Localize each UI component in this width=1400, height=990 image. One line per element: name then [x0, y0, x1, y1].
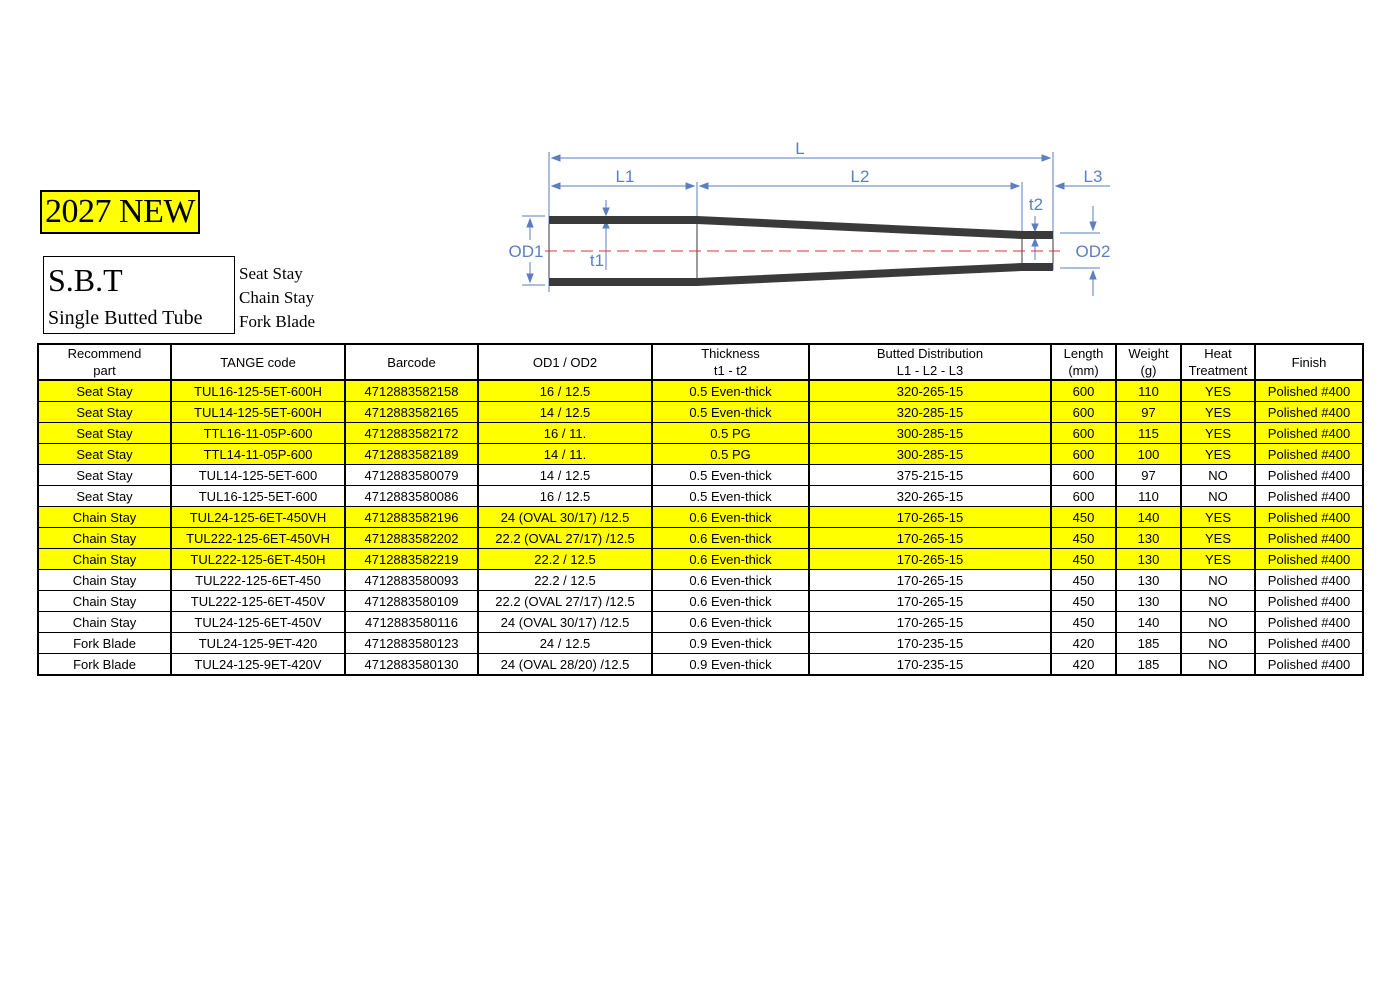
table-header-cell — [1051, 344, 1116, 380]
table-cell: 185 — [1116, 633, 1181, 654]
table-cell: 0.6 Even-thick — [652, 507, 809, 528]
table-cell: 320-265-15 — [809, 486, 1051, 507]
table-cell: 4712883582196 — [345, 507, 478, 528]
table-cell: 130 — [1116, 549, 1181, 570]
table-cell: NO — [1181, 591, 1255, 612]
table-cell: 420 — [1051, 633, 1116, 654]
table-cell: 4712883580116 — [345, 612, 478, 633]
table-cell: NO — [1181, 486, 1255, 507]
table-cell: TUL222-125-6ET-450V — [171, 591, 345, 612]
table-cell: YES — [1181, 528, 1255, 549]
table-cell: 600 — [1051, 465, 1116, 486]
table-row — [38, 654, 1363, 676]
table-header-cell — [478, 344, 652, 380]
table-cell: Polished #400 — [1255, 528, 1363, 549]
header-text: Recommend — [67, 346, 142, 361]
table-cell: 4712883582202 — [345, 528, 478, 549]
table-cell: Seat Stay — [38, 402, 171, 423]
header-text: Heat — [1204, 346, 1232, 361]
table-cell: Fork Blade — [38, 633, 171, 654]
table-cell: 320-285-15 — [809, 402, 1051, 423]
table-cell: 4712883580079 — [345, 465, 478, 486]
table-cell: Polished #400 — [1255, 423, 1363, 444]
table-cell: 22.2 / 12.5 — [478, 570, 652, 591]
table-cell: 14 / 11. — [478, 444, 652, 465]
table-row — [38, 591, 1363, 612]
table-cell: 170-235-15 — [809, 654, 1051, 676]
header-text: Weight — [1128, 346, 1169, 361]
table-cell: 170-265-15 — [809, 570, 1051, 591]
table-cell: 450 — [1051, 591, 1116, 612]
table-cell: 300-285-15 — [809, 423, 1051, 444]
table-cell: TTL16-11-05P-600 — [171, 423, 345, 444]
table-cell: 130 — [1116, 570, 1181, 591]
table-cell: 24 / 12.5 — [478, 633, 652, 654]
product-box — [43, 256, 235, 334]
table-cell: TUL16-125-5ET-600H — [171, 380, 345, 402]
header-text: Length — [1063, 346, 1104, 361]
table-header-cell — [345, 344, 478, 380]
table-cell: 4712883582172 — [345, 423, 478, 444]
table-cell: 130 — [1116, 528, 1181, 549]
table-cell: YES — [1181, 549, 1255, 570]
application-list — [239, 262, 315, 334]
table-cell: Chain Stay — [38, 591, 171, 612]
table-cell: 0.5 PG — [652, 444, 809, 465]
table-cell: 16 / 12.5 — [478, 486, 652, 507]
table-cell: 0.5 Even-thick — [652, 380, 809, 402]
label-od2: OD2 — [1075, 242, 1111, 261]
table-cell: Polished #400 — [1255, 507, 1363, 528]
product-title: S.B.T — [48, 262, 123, 298]
table-cell: 450 — [1051, 570, 1116, 591]
table-cell: 0.5 Even-thick — [652, 402, 809, 423]
table-row — [38, 633, 1363, 654]
table-cell: 22.2 / 12.5 — [478, 549, 652, 570]
table-cell: YES — [1181, 444, 1255, 465]
table-cell: 185 — [1116, 654, 1181, 676]
table-cell: 14 / 12.5 — [478, 402, 652, 423]
table-cell: YES — [1181, 380, 1255, 402]
header-text: TANGE code — [220, 354, 296, 370]
header-text: t1 - t2 — [713, 363, 748, 378]
label-l1: L1 — [615, 167, 635, 186]
table-cell: 600 — [1051, 444, 1116, 465]
header-text: (mm) — [1068, 363, 1099, 378]
table-cell: 97 — [1116, 402, 1181, 423]
table-cell: 320-265-15 — [809, 380, 1051, 402]
table-cell: TUL222-125-6ET-450VH — [171, 528, 345, 549]
label-t2: t2 — [1028, 195, 1044, 214]
table-row — [38, 528, 1363, 549]
table-cell: TUL24-125-9ET-420 — [171, 633, 345, 654]
table-cell: 4712883582219 — [345, 549, 478, 570]
header-text: OD1 / OD2 — [532, 354, 598, 370]
table-cell: 24 (OVAL 30/17) /12.5 — [478, 507, 652, 528]
table-cell: 4712883582158 — [345, 380, 478, 402]
table-cell: 600 — [1051, 380, 1116, 402]
table-cell: 600 — [1051, 423, 1116, 444]
table-header-cell — [38, 344, 171, 380]
table-cell: 4712883580130 — [345, 654, 478, 676]
table-cell: 24 (OVAL 28/20) /12.5 — [478, 654, 652, 676]
table-cell: NO — [1181, 465, 1255, 486]
table-row — [38, 444, 1363, 465]
table-cell: 130 — [1116, 591, 1181, 612]
table-cell: 170-235-15 — [809, 633, 1051, 654]
table-cell: 16 / 11. — [478, 423, 652, 444]
table-cell: Polished #400 — [1255, 465, 1363, 486]
header-text: L1 - L2 - L3 — [896, 363, 964, 378]
table-cell: Polished #400 — [1255, 380, 1363, 402]
table-cell: 0.6 Even-thick — [652, 570, 809, 591]
table-row — [38, 402, 1363, 423]
label-t1: t1 — [589, 251, 605, 270]
table-cell: 170-265-15 — [809, 528, 1051, 549]
table-cell: 140 — [1116, 507, 1181, 528]
table-cell: 450 — [1051, 507, 1116, 528]
label-l2: L2 — [850, 167, 870, 186]
table-header-cell — [1181, 344, 1255, 380]
table-cell: Polished #400 — [1255, 486, 1363, 507]
product-subtitle: Single Butted Tube — [48, 307, 203, 329]
table-cell: 450 — [1051, 549, 1116, 570]
table-cell: TUL14-125-5ET-600H — [171, 402, 345, 423]
table-cell: 0.6 Even-thick — [652, 612, 809, 633]
table-header-cell — [171, 344, 345, 380]
table-cell: Seat Stay — [38, 444, 171, 465]
table-cell: YES — [1181, 402, 1255, 423]
application-fork-blade: Fork Blade — [239, 312, 316, 331]
table-cell: 420 — [1051, 654, 1116, 676]
table-cell: 0.6 Even-thick — [652, 528, 809, 549]
table-cell: 4712883580123 — [345, 633, 478, 654]
table-cell: 600 — [1051, 486, 1116, 507]
table-cell: TUL16-125-5ET-600 — [171, 486, 345, 507]
table-cell: 0.5 Even-thick — [652, 465, 809, 486]
table-cell: TUL24-125-9ET-420V — [171, 654, 345, 676]
table-cell: 0.6 Even-thick — [652, 549, 809, 570]
tube-diagram — [500, 130, 1120, 305]
table-cell: 170-265-15 — [809, 591, 1051, 612]
header-text: Treatment — [1188, 363, 1248, 378]
table-cell: TUL222-125-6ET-450 — [171, 570, 345, 591]
table-cell: 170-265-15 — [809, 507, 1051, 528]
table-cell: NO — [1181, 570, 1255, 591]
table-cell: 4712883580086 — [345, 486, 478, 507]
table-row — [38, 486, 1363, 507]
header-text: Barcode — [387, 354, 436, 370]
table-cell: 375-215-15 — [809, 465, 1051, 486]
table-cell: 4712883580093 — [345, 570, 478, 591]
header-text: (g) — [1140, 363, 1157, 378]
table-row — [38, 380, 1363, 402]
table-cell: 115 — [1116, 423, 1181, 444]
table-cell: TTL14-11-05P-600 — [171, 444, 345, 465]
table-row — [38, 507, 1363, 528]
table-header-row — [38, 344, 1363, 380]
spec-table — [37, 343, 1364, 676]
table-cell: 140 — [1116, 612, 1181, 633]
table-header-cell — [1255, 344, 1363, 380]
header-text: Thickness — [701, 346, 760, 361]
table-row — [38, 570, 1363, 591]
table-cell: Chain Stay — [38, 549, 171, 570]
table-cell: 600 — [1051, 402, 1116, 423]
table-cell: 4712883582189 — [345, 444, 478, 465]
table-cell: Polished #400 — [1255, 654, 1363, 676]
table-cell: 170-265-15 — [809, 549, 1051, 570]
table-cell: 0.9 Even-thick — [652, 654, 809, 676]
new-badge: 2027 NEW — [40, 190, 200, 234]
table-cell: Polished #400 — [1255, 402, 1363, 423]
header-text: Butted Distribution — [876, 346, 984, 361]
header-text: part — [93, 363, 116, 378]
table-cell: 22.2 (OVAL 27/17) /12.5 — [478, 591, 652, 612]
table-cell: 24 (OVAL 30/17) /12.5 — [478, 612, 652, 633]
table-header-cell — [809, 344, 1051, 380]
table-cell: 16 / 12.5 — [478, 380, 652, 402]
table-cell: 170-265-15 — [809, 612, 1051, 633]
table-cell: 14 / 12.5 — [478, 465, 652, 486]
table-cell: 0.6 Even-thick — [652, 591, 809, 612]
table-cell: Seat Stay — [38, 486, 171, 507]
table-cell: 0.9 Even-thick — [652, 633, 809, 654]
table-row — [38, 423, 1363, 444]
table-cell: 4712883582165 — [345, 402, 478, 423]
table-cell: 97 — [1116, 465, 1181, 486]
table-cell: 4712883580109 — [345, 591, 478, 612]
table-cell: 450 — [1051, 528, 1116, 549]
table-row — [38, 612, 1363, 633]
table-cell: TUL14-125-5ET-600 — [171, 465, 345, 486]
table-cell: TUL222-125-6ET-450H — [171, 549, 345, 570]
table-cell: 450 — [1051, 612, 1116, 633]
table-header-cell — [652, 344, 809, 380]
table-cell: Polished #400 — [1255, 444, 1363, 465]
table-cell: TUL24-125-6ET-450V — [171, 612, 345, 633]
application-seat-stay: Seat Stay — [239, 264, 303, 283]
table-cell: 110 — [1116, 380, 1181, 402]
table-cell: 0.5 Even-thick — [652, 486, 809, 507]
header-text: Finish — [1291, 354, 1327, 370]
table-cell: NO — [1181, 654, 1255, 676]
table-cell: Polished #400 — [1255, 570, 1363, 591]
table-cell: Chain Stay — [38, 570, 171, 591]
table-cell: 100 — [1116, 444, 1181, 465]
table-cell: Fork Blade — [38, 654, 171, 676]
table-cell: YES — [1181, 423, 1255, 444]
table-cell: Seat Stay — [38, 423, 171, 444]
table-cell: YES — [1181, 507, 1255, 528]
table-cell: NO — [1181, 633, 1255, 654]
table-cell: Polished #400 — [1255, 591, 1363, 612]
table-cell: Seat Stay — [38, 380, 171, 402]
table-row — [38, 549, 1363, 570]
table-cell: Polished #400 — [1255, 549, 1363, 570]
table-cell: Polished #400 — [1255, 612, 1363, 633]
table-cell: NO — [1181, 612, 1255, 633]
label-l3: L3 — [1083, 167, 1103, 186]
table-cell: Chain Stay — [38, 528, 171, 549]
table-cell: 0.5 PG — [652, 423, 809, 444]
table-cell: 110 — [1116, 486, 1181, 507]
table-cell: 22.2 (OVAL 27/17) /12.5 — [478, 528, 652, 549]
table-cell: TUL24-125-6ET-450VH — [171, 507, 345, 528]
label-od1: OD1 — [508, 242, 544, 261]
table-row — [38, 465, 1363, 486]
table-cell: Chain Stay — [38, 507, 171, 528]
table-cell: Polished #400 — [1255, 633, 1363, 654]
table-cell: Chain Stay — [38, 612, 171, 633]
table-cell: Seat Stay — [38, 465, 171, 486]
application-chain-stay: Chain Stay — [239, 288, 315, 307]
table-cell: 300-285-15 — [809, 444, 1051, 465]
label-l: L — [795, 139, 805, 158]
table-header-cell — [1116, 344, 1181, 380]
